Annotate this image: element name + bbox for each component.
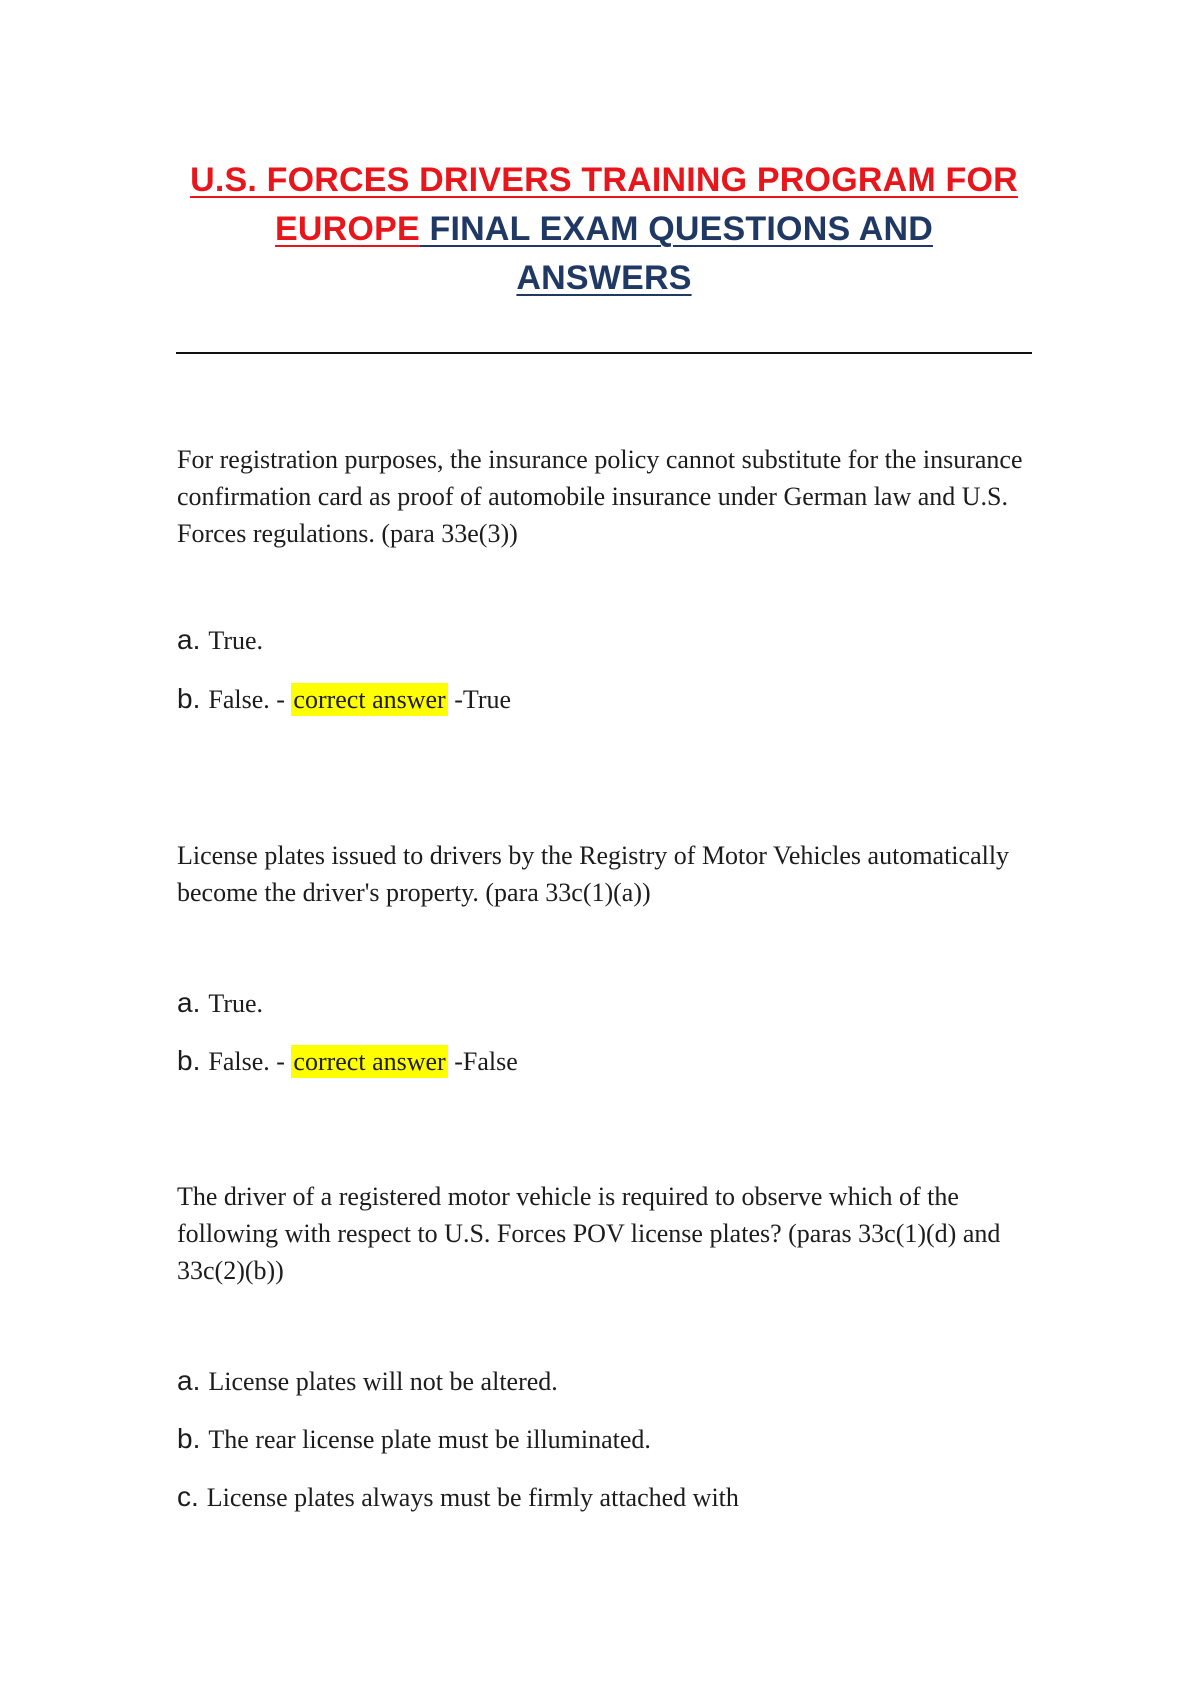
question-3-option-a: [177, 1363, 1037, 1400]
option-text: True.: [208, 989, 264, 1018]
option-text: License plates will not be altered.: [208, 1367, 558, 1396]
question-3-option-b: [177, 1421, 1037, 1458]
option-text: False. -: [208, 685, 285, 714]
correct-answer-highlight: correct answer: [293, 685, 446, 714]
question-3-option-c: [177, 1479, 1037, 1516]
option-letter: c.: [177, 1481, 199, 1512]
question-1-option-b: [177, 681, 1037, 718]
option-text: The rear license plate must be illuminated.: [208, 1425, 651, 1454]
question-2-text: License plates issued to drivers by the Registry of Motor Vehicles automatically become the driver's property. (para 33c(1)(a)): [177, 841, 1010, 907]
title-blue-part-1: FINAL EXAM QUESTIONS AND: [419, 210, 933, 248]
answer-suffix: -True: [447, 685, 512, 714]
title-red-part-1: U.S. FORCES DRIVERS TRAINING PROGRAM FOR: [190, 161, 1018, 199]
title-line-1: [176, 156, 1032, 205]
question-2-option-a: [177, 985, 1037, 1022]
option-letter: a.: [177, 987, 201, 1018]
option-letter: b.: [177, 1045, 201, 1076]
title-red-part-2: EUROPE: [275, 210, 420, 248]
option-letter: a.: [177, 624, 201, 655]
correct-answer-highlight: correct answer: [293, 1047, 446, 1076]
option-text: True.: [208, 626, 264, 655]
answer-suffix: -False: [447, 1047, 518, 1076]
option-text: License plates always must be firmly attached with: [206, 1483, 739, 1512]
question-1-text: For registration purposes, the insurance policy cannot substitute for the insurance confirmation card as proof of automobile insurance under German law and U.S. Forces regulations. (para 33e(3)): [177, 445, 1023, 548]
title-blue-part-2: ANSWERS: [516, 259, 692, 297]
title-line-3: [176, 254, 1032, 303]
option-letter: b.: [177, 683, 201, 714]
horizontal-divider: [176, 352, 1032, 354]
question-3-text: The driver of a registered motor vehicle is required to observe which of the following with respect to U.S. Forces POV license plates? (paras 33c(1)(d) and 33c(2)(b)): [177, 1182, 1001, 1285]
question-2-option-b: [177, 1043, 1037, 1080]
option-letter: b.: [177, 1423, 201, 1454]
title-line-2: [176, 205, 1032, 254]
option-letter: a.: [177, 1365, 201, 1396]
question-1-option-a: [177, 622, 1037, 659]
document-title: [176, 156, 1032, 303]
option-text: False. -: [208, 1047, 285, 1076]
